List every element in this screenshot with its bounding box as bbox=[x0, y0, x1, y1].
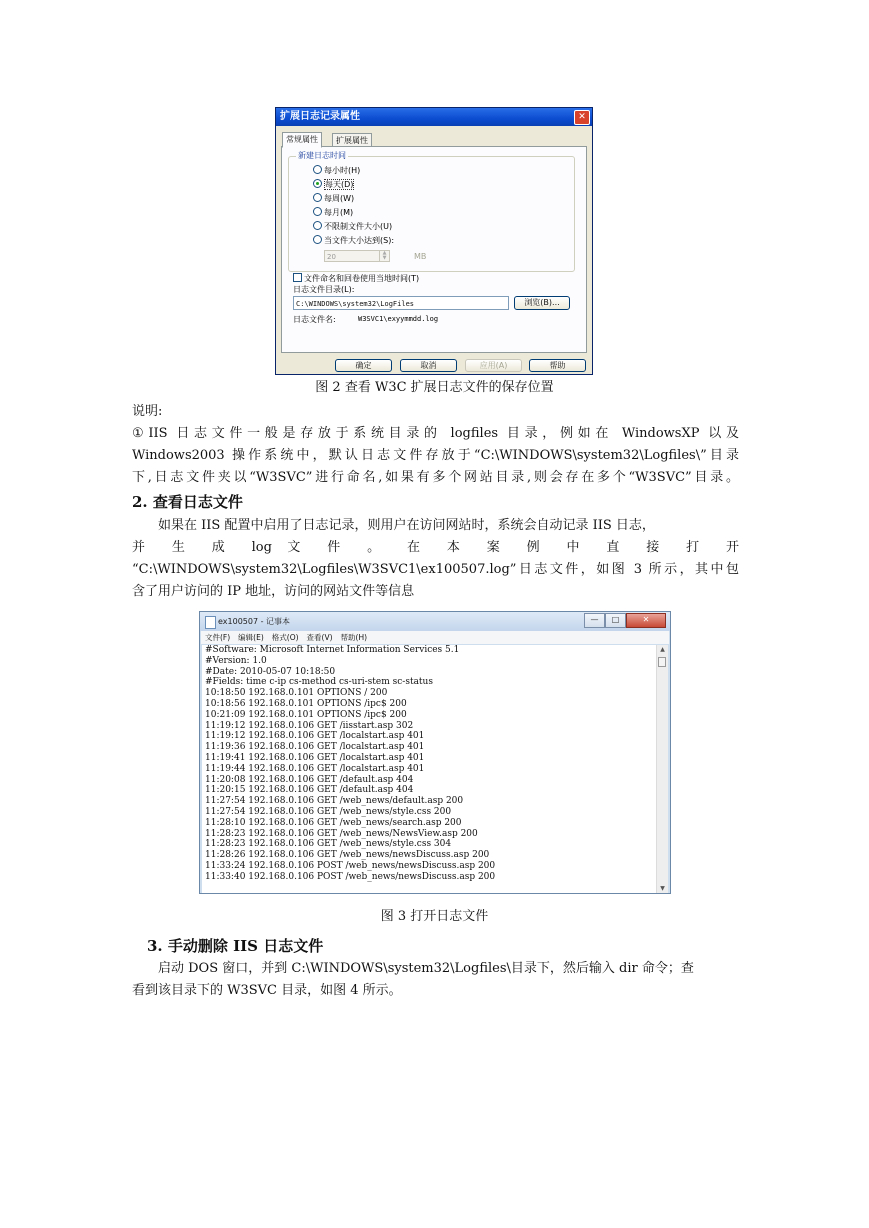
radio-label: 每周(W) bbox=[324, 194, 355, 203]
section2-heading: 2. 查看日志文件 bbox=[132, 493, 243, 511]
log-line: 11:28:26 192.168.0.106 GET /web_news/newsDiscuss.asp 200 bbox=[205, 850, 490, 861]
scroll-up-icon[interactable]: ▲ bbox=[660, 646, 665, 653]
checkbox-icon bbox=[293, 273, 302, 282]
log-line: 11:27:54 192.168.0.106 GET /web_news/style.css 200 bbox=[205, 806, 452, 817]
log-directory-label: 日志文件目录(L): bbox=[293, 285, 355, 294]
section3-line-1: 启动 DOS 窗口，并到 C:\WINDOWS\system32\Logfiles\目录下，然后输入 dir 命令；查 bbox=[158, 961, 694, 976]
note-line-2: Windows2003 操作系统中，默认日志文件存放于“C:\WINDOWS\system32\Logfiles\”目录 bbox=[132, 448, 739, 463]
notepad-app-icon bbox=[205, 616, 216, 629]
radio-label: 不限制文件大小(U) bbox=[324, 222, 393, 231]
size-unit: MB bbox=[414, 252, 427, 261]
scrollbar-thumb[interactable] bbox=[658, 657, 666, 667]
notepad-menubar bbox=[201, 631, 669, 644]
dialog-titlebar bbox=[276, 108, 592, 126]
note-line-1: ①IIS 日志文件一般是存放于系统目录的 logfiles 目录，例如在 WindowsXP 以及 bbox=[132, 426, 739, 441]
log-directory-input[interactable]: C:\WINDOWS\system32\LogFiles bbox=[293, 296, 509, 310]
log-line: 11:19:41 192.168.0.106 GET /localstart.asp 401 bbox=[205, 752, 425, 763]
dialog-title: 扩展日志记录属性 bbox=[280, 111, 360, 122]
log-line: 11:27:54 192.168.0.106 GET /web_news/default.asp 200 bbox=[205, 796, 464, 807]
log-filename-label: 日志文件名: bbox=[293, 315, 336, 324]
log-filename-value: W3SVC1\exyymmdd.log bbox=[358, 315, 439, 323]
log-line: 11:19:12 192.168.0.106 GET /localstart.asp 401 bbox=[205, 731, 425, 742]
note-line-3: 下,日志文件夹以“W3SVC”进行命名,如果有多个网站目录,则会存在多个“W3SVC”目录。 bbox=[132, 470, 739, 485]
menu-help[interactable]: 帮助(H) bbox=[340, 633, 368, 642]
log-line: 11:19:12 192.168.0.106 GET /iisstart.asp 302 bbox=[205, 720, 414, 731]
menu-file[interactable]: 文件(F) bbox=[205, 633, 231, 642]
size-limit-value: 20 bbox=[327, 253, 336, 261]
log-line: 11:19:36 192.168.0.106 GET /localstart.asp 401 bbox=[205, 742, 425, 753]
ok-button[interactable]: 确定 bbox=[335, 359, 392, 372]
spinner-arrows-icon[interactable]: ▲ ▼ bbox=[379, 251, 389, 261]
radio-button-icon bbox=[313, 193, 322, 202]
radio-button-selected-icon bbox=[313, 179, 322, 188]
log-line: #Version: 1.0 bbox=[205, 655, 267, 666]
checkbox-label: 文件命名和回卷使用当地时间(T) bbox=[304, 274, 420, 283]
radio-label: 每小时(H) bbox=[324, 166, 361, 175]
help-button[interactable]: 帮助 bbox=[529, 359, 586, 372]
extended-logging-properties-dialog bbox=[275, 107, 593, 375]
radio-weekly[interactable] bbox=[313, 193, 354, 204]
log-line: 11:19:44 192.168.0.106 GET /localstart.asp 401 bbox=[205, 763, 425, 774]
cancel-button[interactable]: 取消 bbox=[400, 359, 457, 372]
section2-line-4: 含了用户访问的 IP 地址，访问的网站文件等信息 bbox=[132, 584, 415, 599]
figure3-caption: 图 3 打开日志文件 bbox=[380, 909, 489, 924]
new-log-schedule-label: 新建日志时间 bbox=[298, 151, 346, 160]
radio-label: 每月(M) bbox=[324, 208, 354, 217]
tab-general[interactable]: 常规属性 bbox=[282, 132, 322, 148]
menu-format[interactable]: 格式(O) bbox=[271, 633, 299, 642]
log-line: #Software: Microsoft Internet Information Services 5.1 bbox=[205, 645, 460, 655]
section2-line-3: “C:\WINDOWS\system32\Logfiles\W3SVC1\ex100507.log”日志文件，如图 3 所示，其中包 bbox=[132, 562, 739, 577]
radio-label: 当文件大小达到(S): bbox=[324, 236, 395, 245]
vertical-scrollbar[interactable] bbox=[656, 645, 668, 893]
log-line: 11:20:08 192.168.0.106 GET /default.asp 404 bbox=[205, 774, 414, 785]
radio-daily[interactable] bbox=[313, 179, 354, 190]
radio-monthly[interactable] bbox=[313, 207, 353, 218]
scroll-down-icon[interactable]: ▼ bbox=[660, 885, 665, 892]
log-line: #Fields: time c-ip cs-method cs-uri-stem sc-status bbox=[205, 677, 433, 688]
log-line: 11:28:10 192.168.0.106 GET /web_news/search.asp 200 bbox=[205, 817, 462, 828]
log-line: 10:18:50 192.168.0.101 OPTIONS / 200 bbox=[205, 688, 388, 699]
figure2-caption: 图 2 查看 W3C 扩展日志文件的保存位置 bbox=[315, 380, 554, 395]
radio-button-icon bbox=[313, 235, 322, 244]
radio-hourly[interactable] bbox=[313, 165, 360, 176]
log-line: 10:21:09 192.168.0.101 OPTIONS /ipc$ 200 bbox=[205, 709, 407, 720]
notepad-window bbox=[199, 611, 671, 894]
notepad-text-area[interactable] bbox=[202, 645, 657, 893]
menu-view[interactable]: 查看(V) bbox=[306, 633, 333, 642]
log-line: 11:33:40 192.168.0.106 POST /web_news/newsDiscuss.asp 200 bbox=[205, 871, 496, 882]
radio-button-icon bbox=[313, 221, 322, 230]
section3-heading: 3. 手动删除 IIS 日志文件 bbox=[147, 937, 324, 955]
log-line: 10:18:56 192.168.0.101 OPTIONS /ipc$ 200 bbox=[205, 698, 407, 709]
radio-button-icon bbox=[313, 165, 322, 174]
section2-line-1: 如果在 IIS 配置中启用了日志记录，则用户在访问网站时，系统会自动记录 IIS 日志， bbox=[158, 518, 655, 533]
browse-button[interactable]: 浏览(B)... bbox=[514, 296, 570, 310]
apply-button[interactable]: 应用(A) bbox=[465, 359, 522, 372]
menu-edit[interactable]: 编辑(E) bbox=[238, 633, 264, 642]
section2-line-2: 并 生 成 log 文 件 。 在 本 案 例 中 直 接 打 开 bbox=[132, 540, 739, 555]
tab-extended[interactable]: 扩展属性 bbox=[332, 133, 372, 147]
maximize-icon[interactable]: □ bbox=[605, 613, 626, 628]
size-limit-spinner[interactable] bbox=[324, 250, 390, 262]
log-line: 11:33:24 192.168.0.106 POST /web_news/newsDiscuss.asp 200 bbox=[205, 860, 496, 871]
radio-label: 每天(D) bbox=[325, 180, 354, 189]
radio-button-icon bbox=[313, 207, 322, 216]
note-label: 说明: bbox=[132, 404, 163, 419]
notepad-titlebar bbox=[200, 612, 670, 631]
section3-line-2: 看到该目录下的 W3SVC 目录，如图 4 所示。 bbox=[132, 983, 402, 998]
close-icon[interactable]: ✕ bbox=[626, 613, 666, 628]
close-icon[interactable]: ✕ bbox=[574, 110, 590, 125]
log-line: #Date: 2010-05-07 10:18:50 bbox=[205, 666, 336, 677]
radio-size-limit[interactable] bbox=[313, 235, 394, 246]
minimize-icon[interactable]: — bbox=[584, 613, 605, 628]
log-line: 11:28:23 192.168.0.106 GET /web_news/NewsView.asp 200 bbox=[205, 828, 478, 839]
log-line: 11:28:23 192.168.0.106 GET /web_news/style.css 304 bbox=[205, 839, 452, 850]
log-line: 11:20:15 192.168.0.106 GET /default.asp 404 bbox=[205, 785, 414, 796]
notepad-title: ex100507 - 记事本 bbox=[218, 617, 291, 626]
radio-unlimited-size[interactable] bbox=[313, 221, 392, 232]
local-time-checkbox[interactable] bbox=[293, 273, 419, 284]
